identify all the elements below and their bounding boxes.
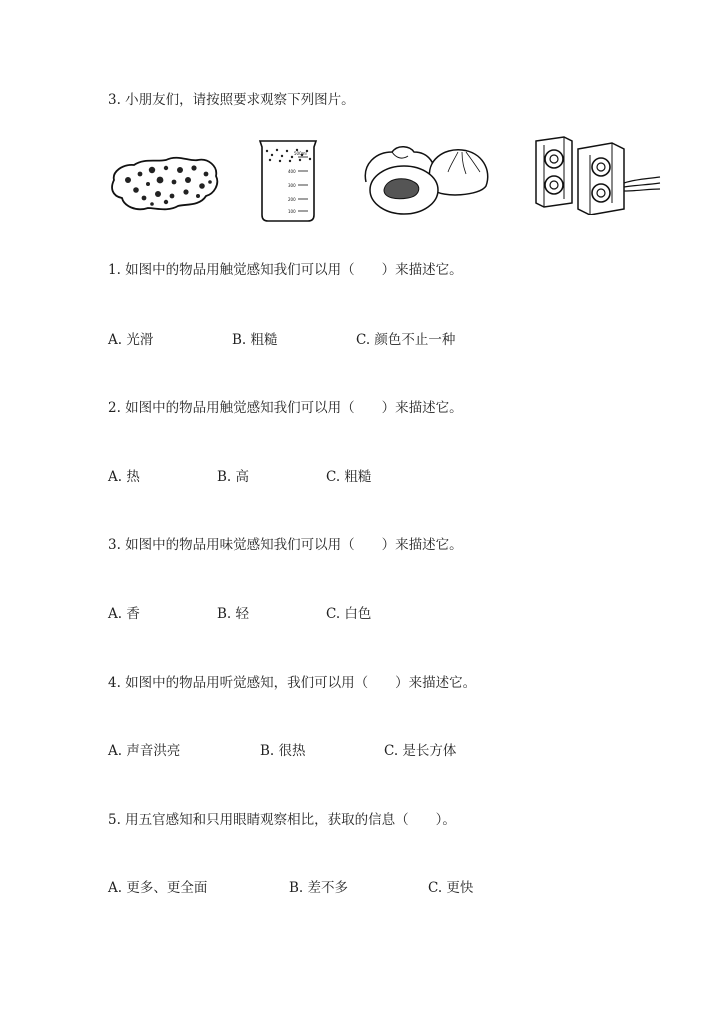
question-4-option-c[interactable]: C. 是长方体 bbox=[384, 743, 457, 759]
question-1-text: 1. 如图中的物品用触觉感知我们可以用（ ）来描述它。 bbox=[108, 262, 463, 278]
question-2-option-c[interactable]: C. 粗糙 bbox=[326, 469, 372, 485]
question-2-text: 2. 如图中的物品用触觉感知我们可以用（ ）来描述它。 bbox=[108, 400, 463, 416]
question-1-option-c[interactable]: C. 颜色不止一种 bbox=[356, 332, 456, 348]
speakers-image bbox=[532, 133, 662, 215]
question-5-option-c[interactable]: C. 更快 bbox=[428, 880, 474, 896]
beaker-scale-label: 200 bbox=[288, 197, 296, 202]
question-5-option-a[interactable]: A. 更多、更全面 bbox=[108, 880, 208, 896]
question-5-text: 5. 用五官感知和只用眼睛观察相比，获取的信息（ ）。 bbox=[108, 812, 456, 828]
question-4-option-a[interactable]: A. 声音洪亮 bbox=[108, 743, 181, 759]
beaker-scale-label: 300 bbox=[288, 183, 296, 188]
question-1-option-a[interactable]: A. 光滑 bbox=[108, 332, 154, 348]
steamed-buns-image bbox=[358, 140, 493, 220]
question-2-option-a[interactable]: A. 热 bbox=[108, 469, 140, 485]
beaker-scale-label: 500ml bbox=[294, 151, 307, 156]
question-3-option-b[interactable]: B. 轻 bbox=[217, 606, 250, 622]
question-1-option-b[interactable]: B. 粗糙 bbox=[232, 332, 278, 348]
question-4-option-b[interactable]: B. 很热 bbox=[260, 743, 306, 759]
beaker-scale-label: 400 bbox=[288, 169, 296, 174]
beaker-image bbox=[252, 135, 322, 225]
question-2-option-b[interactable]: B. 高 bbox=[217, 469, 250, 485]
intro-text: 3. 小朋友们，请按照要求观察下列图片。 bbox=[108, 92, 355, 108]
question-3-option-c[interactable]: C. 白色 bbox=[326, 606, 372, 622]
sponge-rock-image bbox=[108, 150, 223, 215]
question-5-option-b[interactable]: B. 差不多 bbox=[289, 880, 349, 896]
question-3-text: 3. 如图中的物品用味觉感知我们可以用（ ）来描述它。 bbox=[108, 537, 463, 553]
question-4-text: 4. 如图中的物品用听觉感知，我们可以用（ ）来描述它。 bbox=[108, 675, 477, 691]
question-3-option-a[interactable]: A. 香 bbox=[108, 606, 140, 622]
beaker-scale-label: 100 bbox=[288, 209, 296, 214]
